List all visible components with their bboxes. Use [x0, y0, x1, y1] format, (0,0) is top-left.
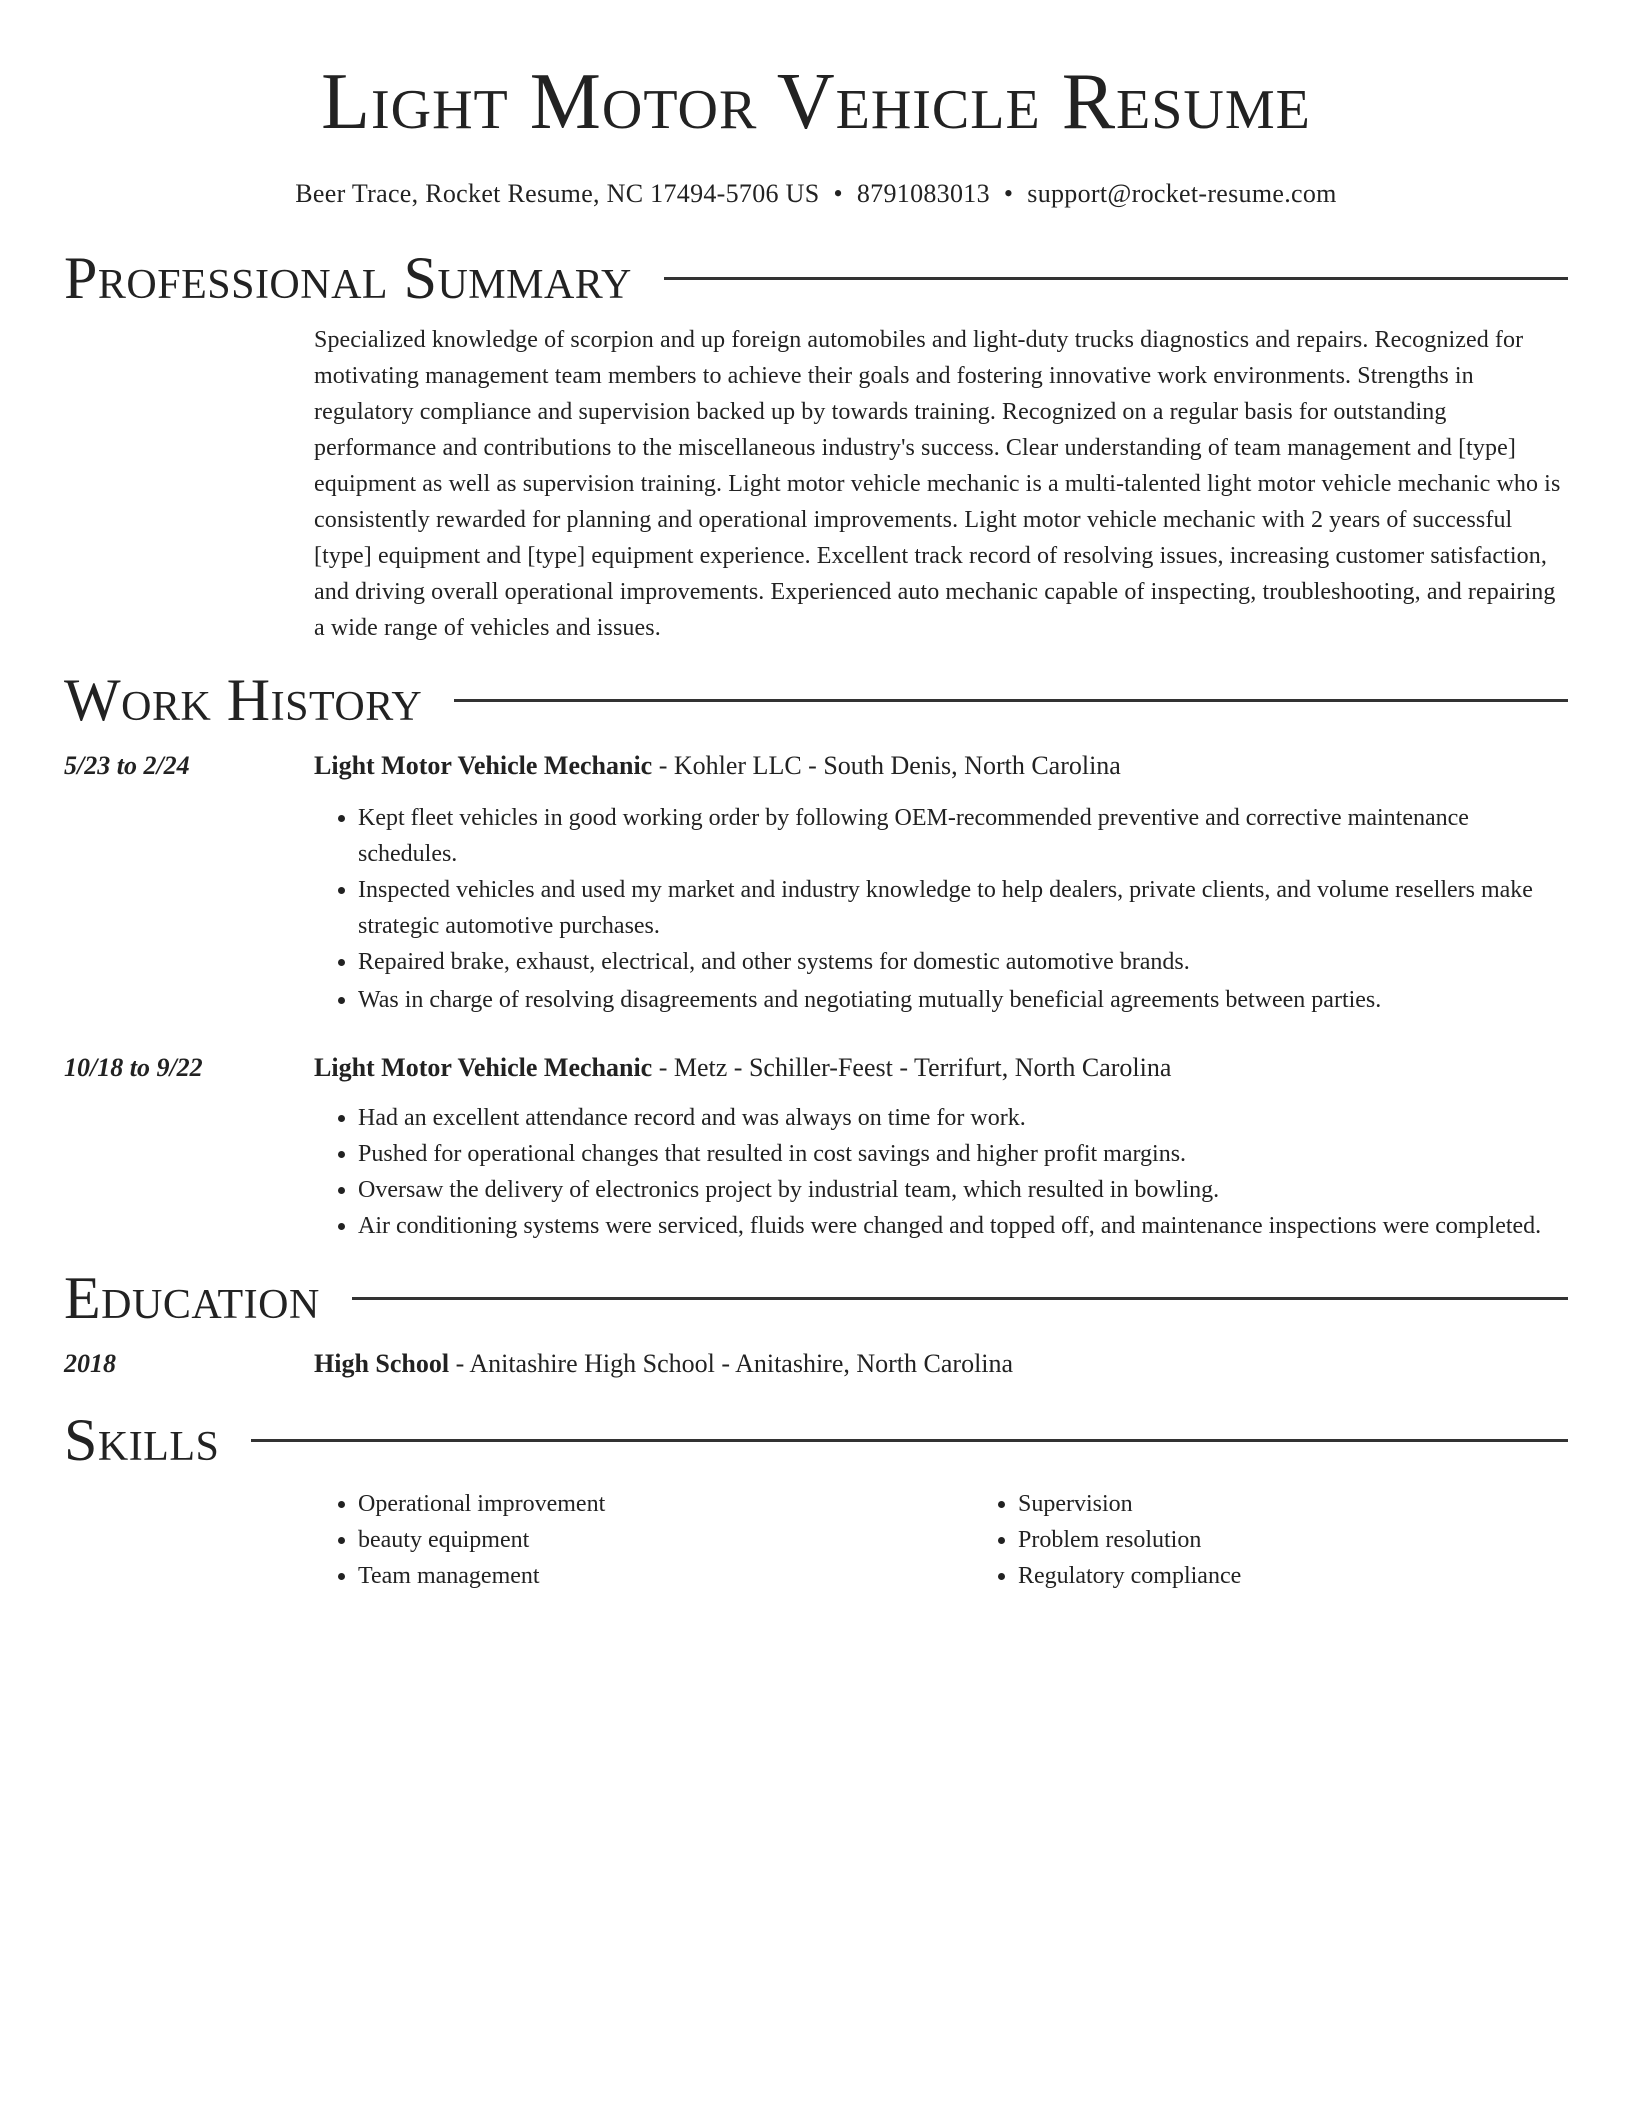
- skill-item: • Supervision: [1018, 1486, 1632, 1522]
- skill-item: • Regulatory compliance: [1018, 1558, 1632, 1594]
- resume-title: Light Motor Vehicle Resume: [321, 58, 1311, 146]
- job-bullet: • Inspected vehicles and used my market and industry knowledge to help dealers, private clients, and volume resellers make strategic automotive purchases.: [358, 872, 1568, 944]
- section-divider: [251, 1439, 1568, 1442]
- skills-row: [64, 1486, 1568, 1594]
- job-bullet: • Pushed for operational changes that resulted in cost savings and higher profit margins.: [358, 1136, 1568, 1172]
- skill-item: • beauty equipment: [358, 1522, 974, 1558]
- work-section-header: [64, 667, 1568, 733]
- job-bullet-list: [314, 800, 1568, 1018]
- summary-section-title: Professional Summary: [64, 245, 632, 311]
- job-dates: 10/18 to 9/22: [64, 1053, 203, 1082]
- education-heading: [314, 1346, 1568, 1382]
- job-bullet: • Air conditioning systems were serviced, fluids were changed and topped off, and maintenance inspections were completed.: [358, 1208, 1568, 1244]
- summary-row: [64, 322, 1568, 646]
- section-divider: [352, 1297, 1568, 1300]
- skill-item: • Problem resolution: [1018, 1522, 1632, 1558]
- job-role: Light Motor Vehicle Mechanic: [314, 1053, 653, 1082]
- education-details: - Anitashire High School - Anitashire, North Carolina: [449, 1349, 1014, 1378]
- job-bullet: • Kept fleet vehicles in good working order by following OEM-recommended preventive and corrective maintenance schedules.: [358, 800, 1568, 872]
- education-degree: High School: [314, 1349, 450, 1378]
- skills-section-header: [64, 1407, 1568, 1473]
- job-entry: [64, 1050, 1568, 1244]
- contact-email: support@rocket-resume.com: [1027, 179, 1337, 208]
- education-section-title: Education: [64, 1265, 320, 1331]
- skills-grid: [314, 1486, 1632, 1594]
- education-year: 2018: [64, 1349, 116, 1378]
- contact-separator: •: [1003, 179, 1014, 208]
- job-bullet-list: [314, 1100, 1568, 1244]
- contact-address: Beer Trace, Rocket Resume, NC 17494-5706 US: [295, 179, 820, 208]
- skill-item: • Team management: [358, 1558, 974, 1594]
- job-body: [314, 748, 1568, 1018]
- job-bullet: • Had an excellent attendance record and was always on time for work.: [358, 1100, 1568, 1136]
- job-details: - Metz - Schiller-Feest - Terrifurt, North Carolina: [652, 1053, 1172, 1082]
- education-section-header: [64, 1265, 1568, 1331]
- section-divider: [454, 699, 1568, 702]
- summary-section-header: [64, 245, 1568, 311]
- summary-left-spacer: [64, 322, 314, 646]
- education-entry: [64, 1346, 1568, 1382]
- job-heading: [314, 1050, 1568, 1086]
- skills-section-title: Skills: [64, 1407, 220, 1473]
- job-details: - Kohler LLC - South Denis, North Carolina: [652, 751, 1121, 780]
- job-dates: 5/23 to 2/24: [64, 751, 190, 780]
- contact-separator: •: [833, 179, 843, 208]
- work-section-title: Work History: [64, 667, 423, 733]
- skills-list-left: [314, 1486, 974, 1594]
- resume-page: [64, 0, 1568, 1594]
- job-bullet: • Repaired brake, exhaust, electrical, and other systems for domestic automotive brands.: [358, 944, 1568, 980]
- job-bullet: • Oversaw the delivery of electronics project by industrial team, which resulted in bowling.: [358, 1172, 1568, 1208]
- skills-list-right: [974, 1486, 1632, 1594]
- skills-left-spacer: [64, 1486, 314, 1594]
- contact-phone: 8791083013: [856, 179, 990, 208]
- summary-text: Specialized knowledge of scorpion and up foreign automobiles and light-duty trucks diagnostics and repairs. Recognized for motivating management team members to achieve their goals and fostering innovative work environments. Strengths in regulatory compliance and supervision backed up by towards training. Recognized on a regular basis for outstanding performance and contributions to the miscellaneous industry's success. Clear understanding of team management and [type] equipment as well as supervision training. Light motor vehicle mechanic is a multi-talented light motor vehicle mechanic who is consistently rewarded for planning and operational improvements. Light motor vehicle mechanic with 2 years of successful [type] equipment and [type] equipment experience. Excellent track record of resolving issues, increasing customer satisfaction, and driving overall operational improvements. Experienced auto mechanic capable of inspecting, troubleshooting, and repairing a wide range of vehicles and issues.: [314, 327, 1561, 641]
- section-divider: [664, 277, 1568, 280]
- job-bullet: • Was in charge of resolving disagreements and negotiating mutually beneficial agreements between parties.: [358, 982, 1568, 1018]
- job-heading: [314, 748, 1568, 784]
- job-entry: [64, 748, 1568, 1018]
- summary-body: [314, 322, 1568, 646]
- job-body: [314, 1050, 1568, 1244]
- job-role: Light Motor Vehicle Mechanic: [314, 751, 653, 780]
- contact-line: [64, 178, 1568, 210]
- education-body: [314, 1346, 1568, 1382]
- skill-item: • Operational improvement: [358, 1486, 974, 1522]
